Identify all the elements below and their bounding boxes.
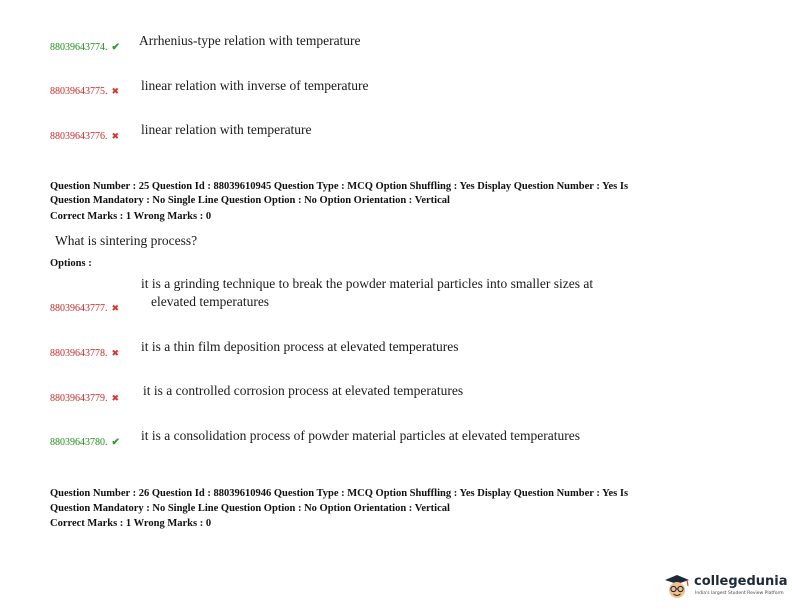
option-id: 88039643776. ✖ bbox=[50, 131, 120, 142]
option-id: 88039643778. ✖ bbox=[50, 348, 120, 359]
check-icon: ✔ bbox=[111, 437, 120, 448]
option-text: Arrhenius-type relation with temperature bbox=[139, 33, 361, 48]
option-id: 88039643779. ✖ bbox=[50, 393, 120, 404]
option-text-continued: elevated temperatures bbox=[151, 294, 270, 309]
question-meta: Question Number : 26 Question Id : 88039610946 Question Type : MCQ Option Shuffling : Yes Display Question Number : Yes Is bbox=[50, 488, 629, 499]
cross-icon: ✖ bbox=[111, 393, 120, 403]
option-text: it is a thin film deposition process at elevated temperatures bbox=[141, 339, 459, 354]
question-marks: Correct Marks : 1 Wrong Marks : 0 bbox=[50, 211, 212, 222]
cross-icon: ✖ bbox=[111, 86, 120, 96]
option-id: 88039643775. ✖ bbox=[50, 86, 120, 97]
option-text: it is a controlled corrosion process at elevated temperatures bbox=[143, 383, 464, 398]
check-icon: ✔ bbox=[111, 42, 120, 53]
graduate-mascot-icon bbox=[662, 572, 692, 602]
option-text: linear relation with inverse of temperature bbox=[141, 78, 369, 93]
cross-icon: ✖ bbox=[111, 348, 120, 358]
question-marks: Correct Marks : 1 Wrong Marks : 0 bbox=[50, 518, 212, 529]
logo-tagline: India's largest Student Review Platform bbox=[695, 591, 784, 596]
options-label: Options : bbox=[50, 258, 92, 269]
question-text: What is sintering process? bbox=[55, 233, 198, 248]
question-meta: Question Mandatory : No Single Line Question Option : No Option Orientation : Vertical bbox=[50, 195, 450, 206]
option-id: 88039643774. ✔ bbox=[50, 42, 120, 53]
cross-icon: ✖ bbox=[111, 303, 120, 313]
question-meta: Question Number : 25 Question Id : 88039610945 Question Type : MCQ Option Shuffling : Yes Display Question Number : Yes Is bbox=[50, 181, 629, 192]
option-text: it is a consolidation process of powder material particles at elevated temperatures bbox=[141, 428, 580, 443]
option-id: 88039643780. ✔ bbox=[50, 437, 120, 448]
option-text: linear relation with temperature bbox=[141, 122, 312, 137]
cross-icon: ✖ bbox=[111, 131, 120, 141]
logo-name: collegedunia bbox=[694, 574, 788, 589]
option-text: it is a grinding technique to break the powder material particles into smaller sizes at bbox=[141, 276, 594, 291]
question-meta: Question Mandatory : No Single Line Question Option : No Option Orientation : Vertical bbox=[50, 503, 450, 514]
option-id: 88039643777. ✖ bbox=[50, 303, 120, 314]
collegedunia-logo bbox=[662, 572, 786, 604]
